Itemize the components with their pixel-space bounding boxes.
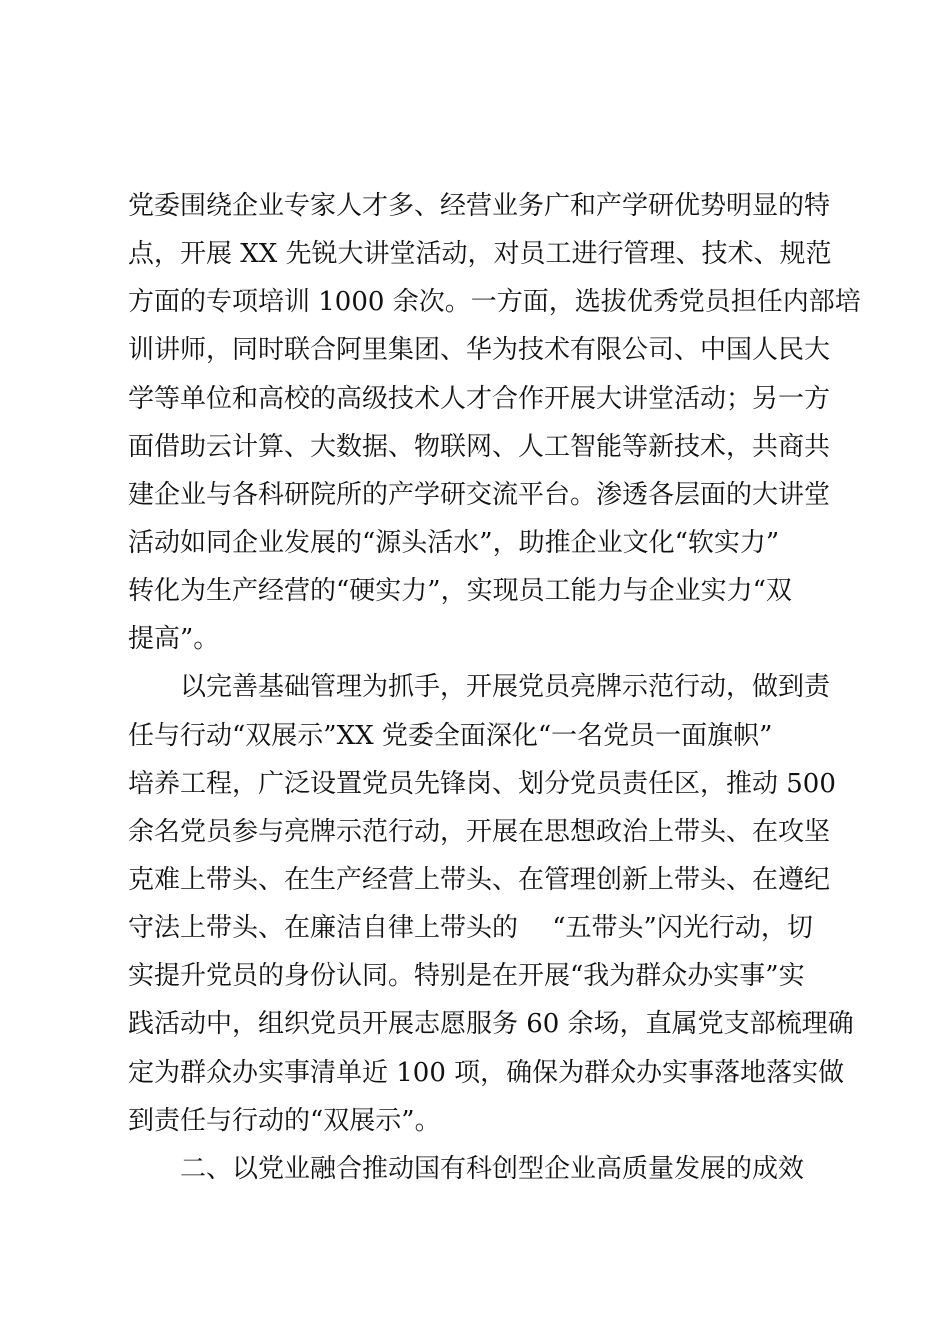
paragraph-line: 守法上带头、在廉洁自律上带头的 “五带头”闪光行动，切 [128,913,813,944]
paragraph-line: 学等单位和高校的高级技术人才合作开展大讲堂活动；另一方 [128,383,831,414]
paragraph-line: 定为群众办实事清单近 100 项，确保为群众办实事落地落实做 [128,1057,845,1088]
paragraph-line: 培养工程，广泛设置党员先锋岗、划分党员责任区，推动 500 [128,768,836,799]
paragraph-line: 党委围绕企业专家人才多、经营业务广和产学研优势明显的特 [128,191,831,221]
paragraph-line: 克难上带头、在生产经营上带头、在管理创新上带头、在遵纪 [128,864,831,895]
paragraph-line: 以完善基础管理为抓手，开展党员亮牌示范行动，做到责 [180,672,831,703]
paragraph-line: 方面的专项培训 1000 余次。一方面，选拔优秀党员担任内部培 [128,287,861,318]
body-text [128,182,861,1193]
paragraph-line: 余名党员参与亮牌示范行动，开展在思想政治上带头、在攻坚 [128,816,831,847]
section-heading: 二、以党业融合推动国有科创型企业高质量发展的成效 [180,1153,805,1184]
paragraph-line: 任与行动“双展示”XX 党委全面深化“一名党员一面旗帜” [128,720,773,751]
paragraph-line: 建企业与各科研院所的产学研交流平台。渗透各层面的大讲堂 [128,479,831,510]
paragraph-line: 践活动中，组织党员开展志愿服务 60 余场，直属党支部梳理确 [128,1009,854,1040]
paragraph-line: 实提升党员的身份认同。特别是在开展“我为群众办实事”实 [128,961,805,992]
paragraph-line: 面借助云计算、大数据、物联网、人工智能等新技术，共商共 [128,431,831,462]
paragraph-line: 活动如同企业发展的“源头活水”，助推企业文化“软实力” [128,527,780,558]
paragraph-line: 转化为生产经营的“硬实力”，实现员工能力与企业实力“双 [128,576,792,607]
paragraph-line: 到责任与行动的“双展示”。 [128,1105,441,1136]
paragraph-line: 点，开展 XX 先锐大讲堂活动，对员工进行管理、技术、规范 [128,239,832,270]
paragraph-line: 提高”。 [128,624,220,655]
paragraph-line: 训讲师，同时联合阿里集团、华为技术有限公司、中国人民大 [128,335,831,366]
